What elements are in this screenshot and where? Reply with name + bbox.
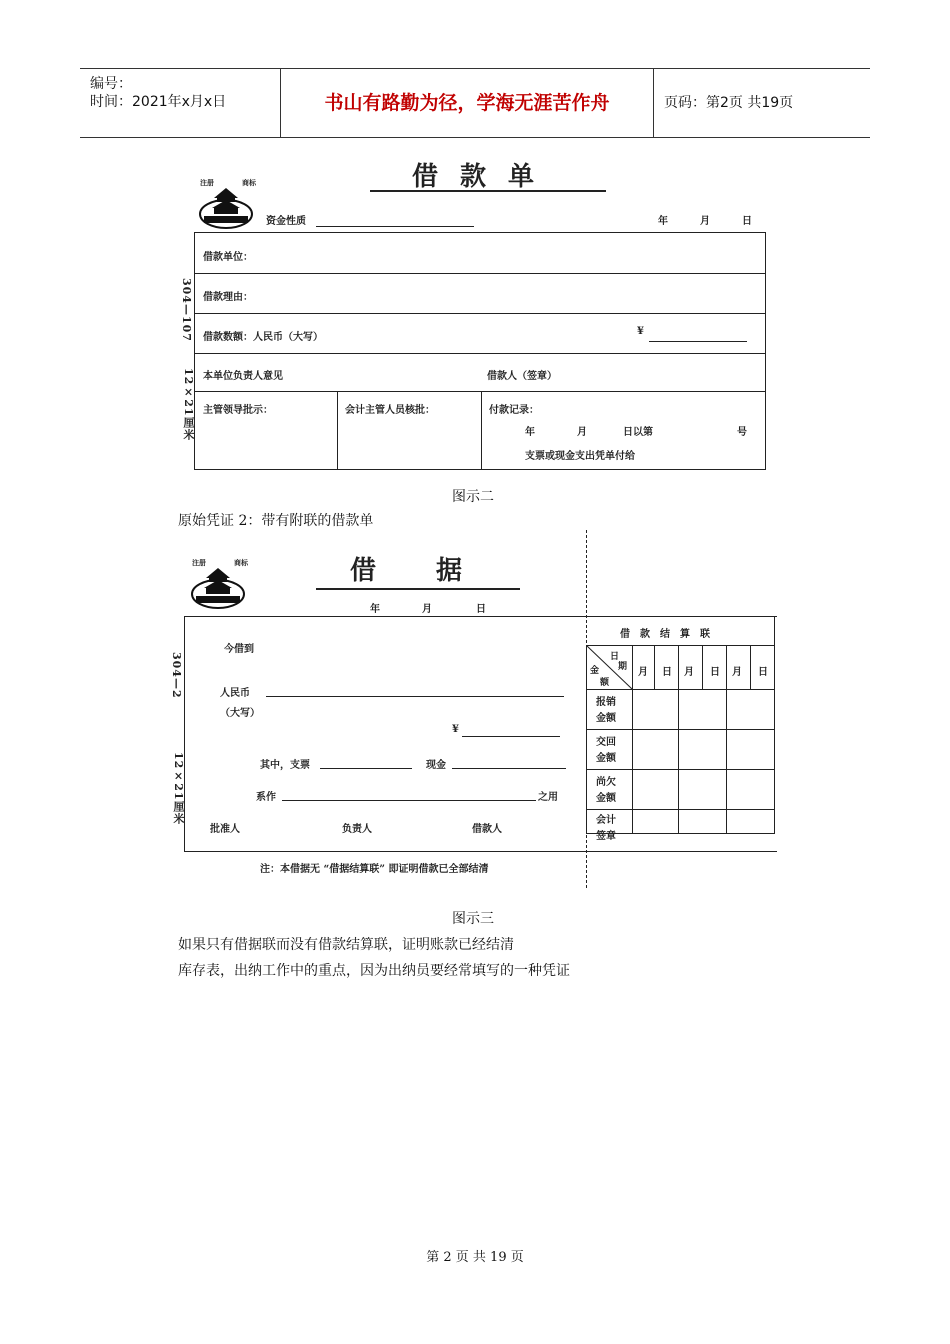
iou-borrower: 借款人: [472, 824, 502, 835]
pay-note: 支票或现金支出凭单付给: [525, 451, 635, 462]
yen-sign: ¥: [637, 326, 644, 337]
number-label: 编号：: [90, 76, 132, 92]
paragraph-settlement-note: 如果只有借据联而没有借款结算联，证明账款已经结清: [178, 937, 514, 953]
figure-caption-3: 图示三: [452, 911, 494, 927]
col-day-3: 日: [758, 667, 768, 678]
row-accounting-approval: 会计主管人员核批：: [345, 405, 435, 416]
row-outstanding: 尚欠金额: [596, 777, 616, 804]
settlement-stub: [586, 616, 775, 842]
header-meta: [80, 69, 281, 137]
iou-purpose-end: 之用: [538, 792, 558, 803]
iou-form-image: [170, 530, 780, 892]
loan-form-title: 借款单: [412, 162, 557, 192]
paragraph-voucher-2: 原始凭证 2：带有附联的借款单: [178, 513, 374, 529]
settlement-title: 借款结算联: [620, 629, 720, 640]
title-underline: [370, 190, 606, 192]
loan-form-image: [180, 150, 770, 475]
iou-date-day: 日: [476, 604, 486, 615]
row-leader-approval: 主管领导批示：: [203, 405, 273, 416]
logo2-left-text: 注册: [192, 558, 206, 567]
time-label: 时间：2021年x月x日: [90, 94, 227, 110]
col-day-2: 日: [710, 667, 720, 678]
iou-purpose: 系作: [256, 792, 276, 803]
loan-form-table: [194, 232, 766, 470]
iou-rmb: 人民币: [220, 688, 250, 699]
pay-year: 年: [525, 427, 535, 438]
iou-cheque: 其中，支票: [260, 760, 310, 771]
col-month-2: 月: [684, 667, 694, 678]
iou-borrowed: 今借到: [224, 644, 254, 655]
row-returned: 交回金额: [596, 737, 616, 764]
figure-caption-2: 图示二: [452, 489, 494, 505]
row-borrowing-reason: 借款理由：: [203, 292, 253, 303]
date-day: 日: [742, 216, 752, 227]
form-size: 12×21厘米: [182, 368, 195, 441]
row-unit-head-opinion: 本单位负责人意见: [203, 371, 283, 382]
col-day-1: 日: [662, 667, 672, 678]
row-accounting-seal: 会计签章: [596, 815, 616, 842]
paragraph-inventory-note: 库存表，出纳工作中的重点，因为出纳员要经常填写的一种凭证: [178, 963, 570, 979]
row-reimbursed: 报销金额: [596, 697, 616, 724]
nature-label: 资金性质: [266, 216, 306, 227]
iou-approver: 批准人: [210, 824, 240, 835]
date-month: 月: [700, 216, 710, 227]
corner-amount-b: 额: [600, 678, 610, 688]
row-borrowing-amount: 借款数额：人民币（大写）: [203, 332, 323, 343]
corner-day: 日: [610, 652, 620, 662]
logo2-right-text: 商标: [234, 558, 248, 567]
header-page-label: 页码：第2页 共19页: [664, 95, 794, 111]
iou-form-size: 12×21厘米: [172, 752, 185, 825]
pay-day: 日以第: [623, 427, 653, 438]
page-footer: 第 2 页 共 19 页: [426, 1250, 524, 1265]
logo-right-text: 商标: [242, 178, 256, 187]
col-month-3: 月: [732, 667, 742, 678]
pay-no: 号: [737, 427, 747, 438]
nature-line: [316, 226, 474, 227]
date-year: 年: [658, 216, 668, 227]
iou-upper: （大写）: [220, 708, 260, 719]
iou-form-code: 304—2: [170, 652, 183, 699]
iou-date-year: 年: [370, 604, 380, 615]
iou-form-title: 借据: [350, 556, 523, 586]
col-month-1: 月: [638, 667, 648, 678]
corner-period: 期: [618, 662, 628, 672]
page-header: [80, 68, 870, 138]
row-payment-record: 付款记录：: [489, 405, 539, 416]
corner-amount-a: 金: [590, 666, 600, 676]
iou-cash: 现金: [426, 760, 446, 771]
iou-yen: ¥: [452, 724, 459, 735]
iou-note: 注：本借据无 “借据结算联” 即证明借款已全部结清: [260, 864, 489, 875]
iou-manager: 负责人: [342, 824, 372, 835]
row-borrower-sign: 借款人（签章）: [487, 371, 557, 382]
header-motto: 书山有路勤为径，学海无涯苦作舟: [281, 69, 654, 137]
logo-left-text: 注册: [200, 178, 214, 187]
pay-month: 月: [577, 427, 587, 438]
iou-title-underline: [316, 588, 520, 590]
iou-date-month: 月: [422, 604, 432, 615]
row-borrowing-unit: 借款单位：: [203, 252, 253, 263]
form-code: 304—107: [180, 278, 193, 342]
